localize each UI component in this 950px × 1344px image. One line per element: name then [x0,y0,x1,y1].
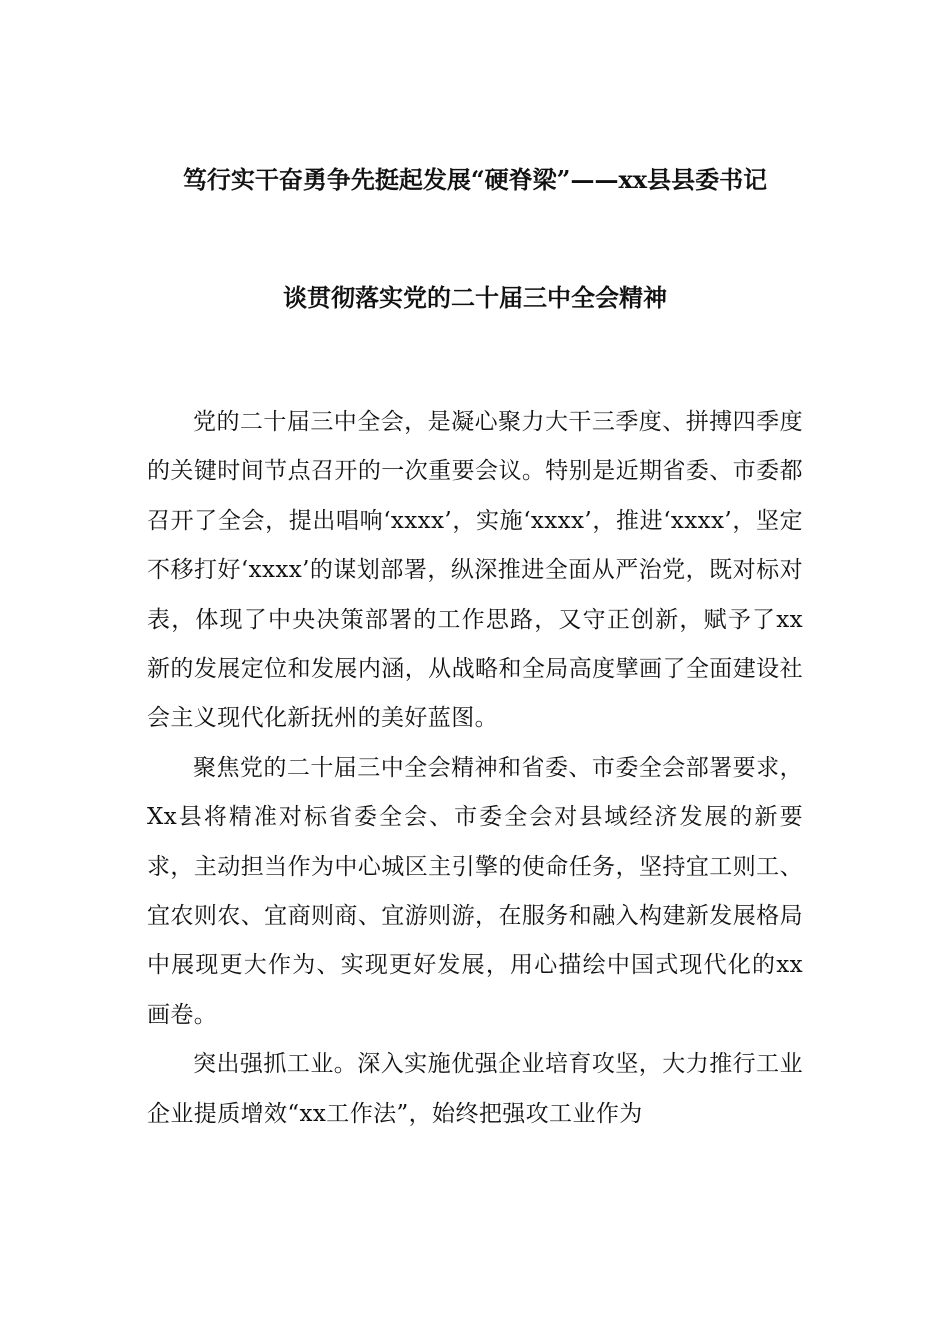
document-title-line-2: 谈贯彻落实党的二十届三中全会精神 [283,283,667,312]
paragraph-1: 党的二十届三中全会，是凝心聚力大干三季度、拼搏四季度的关键时间节点召开的一次重要会议。特别是近期省委、市委都召开了全会，提出唱响‘xxxx’，实施‘xxxx’，推进‘xxxx’，坚定不移打好‘xxxx’的谋划部署，纵深推进全面从严治党，既对标对表，体现了中央决策部署的工作思路，又守正创新，赋予了xx新的发展定位和发展内涵，从战略和全局高度擘画了全面建设社会主义现代化新抚州的美好蓝图。 [147,409,803,732]
paragraph-3: 突出强抓工业。深入实施优强企业培育攻坚，大力推行工业企业提质增效“xx工作法”，始终把强攻工业作为 [147,1051,803,1127]
document-body [147,398,803,1139]
paragraph-2: 聚焦党的二十届三中全会精神和省委、市委全会部署要求，Xx县将精准对标省委全会、市委全会对县域经济发展的新要求，主动担当作为中心城区主引擎的使命任务，坚持宜工则工、宜农则农、宜商则商、宜游则游，在服务和融入构建新发展格局中展现更大作为、实现更好发展，用心描绘中国式现代化的xx画卷。 [147,754,803,1028]
document-title-line-1: 笃行实干奋勇争先挺起发展“硬脊梁”——xx县县委书记 [182,165,768,194]
